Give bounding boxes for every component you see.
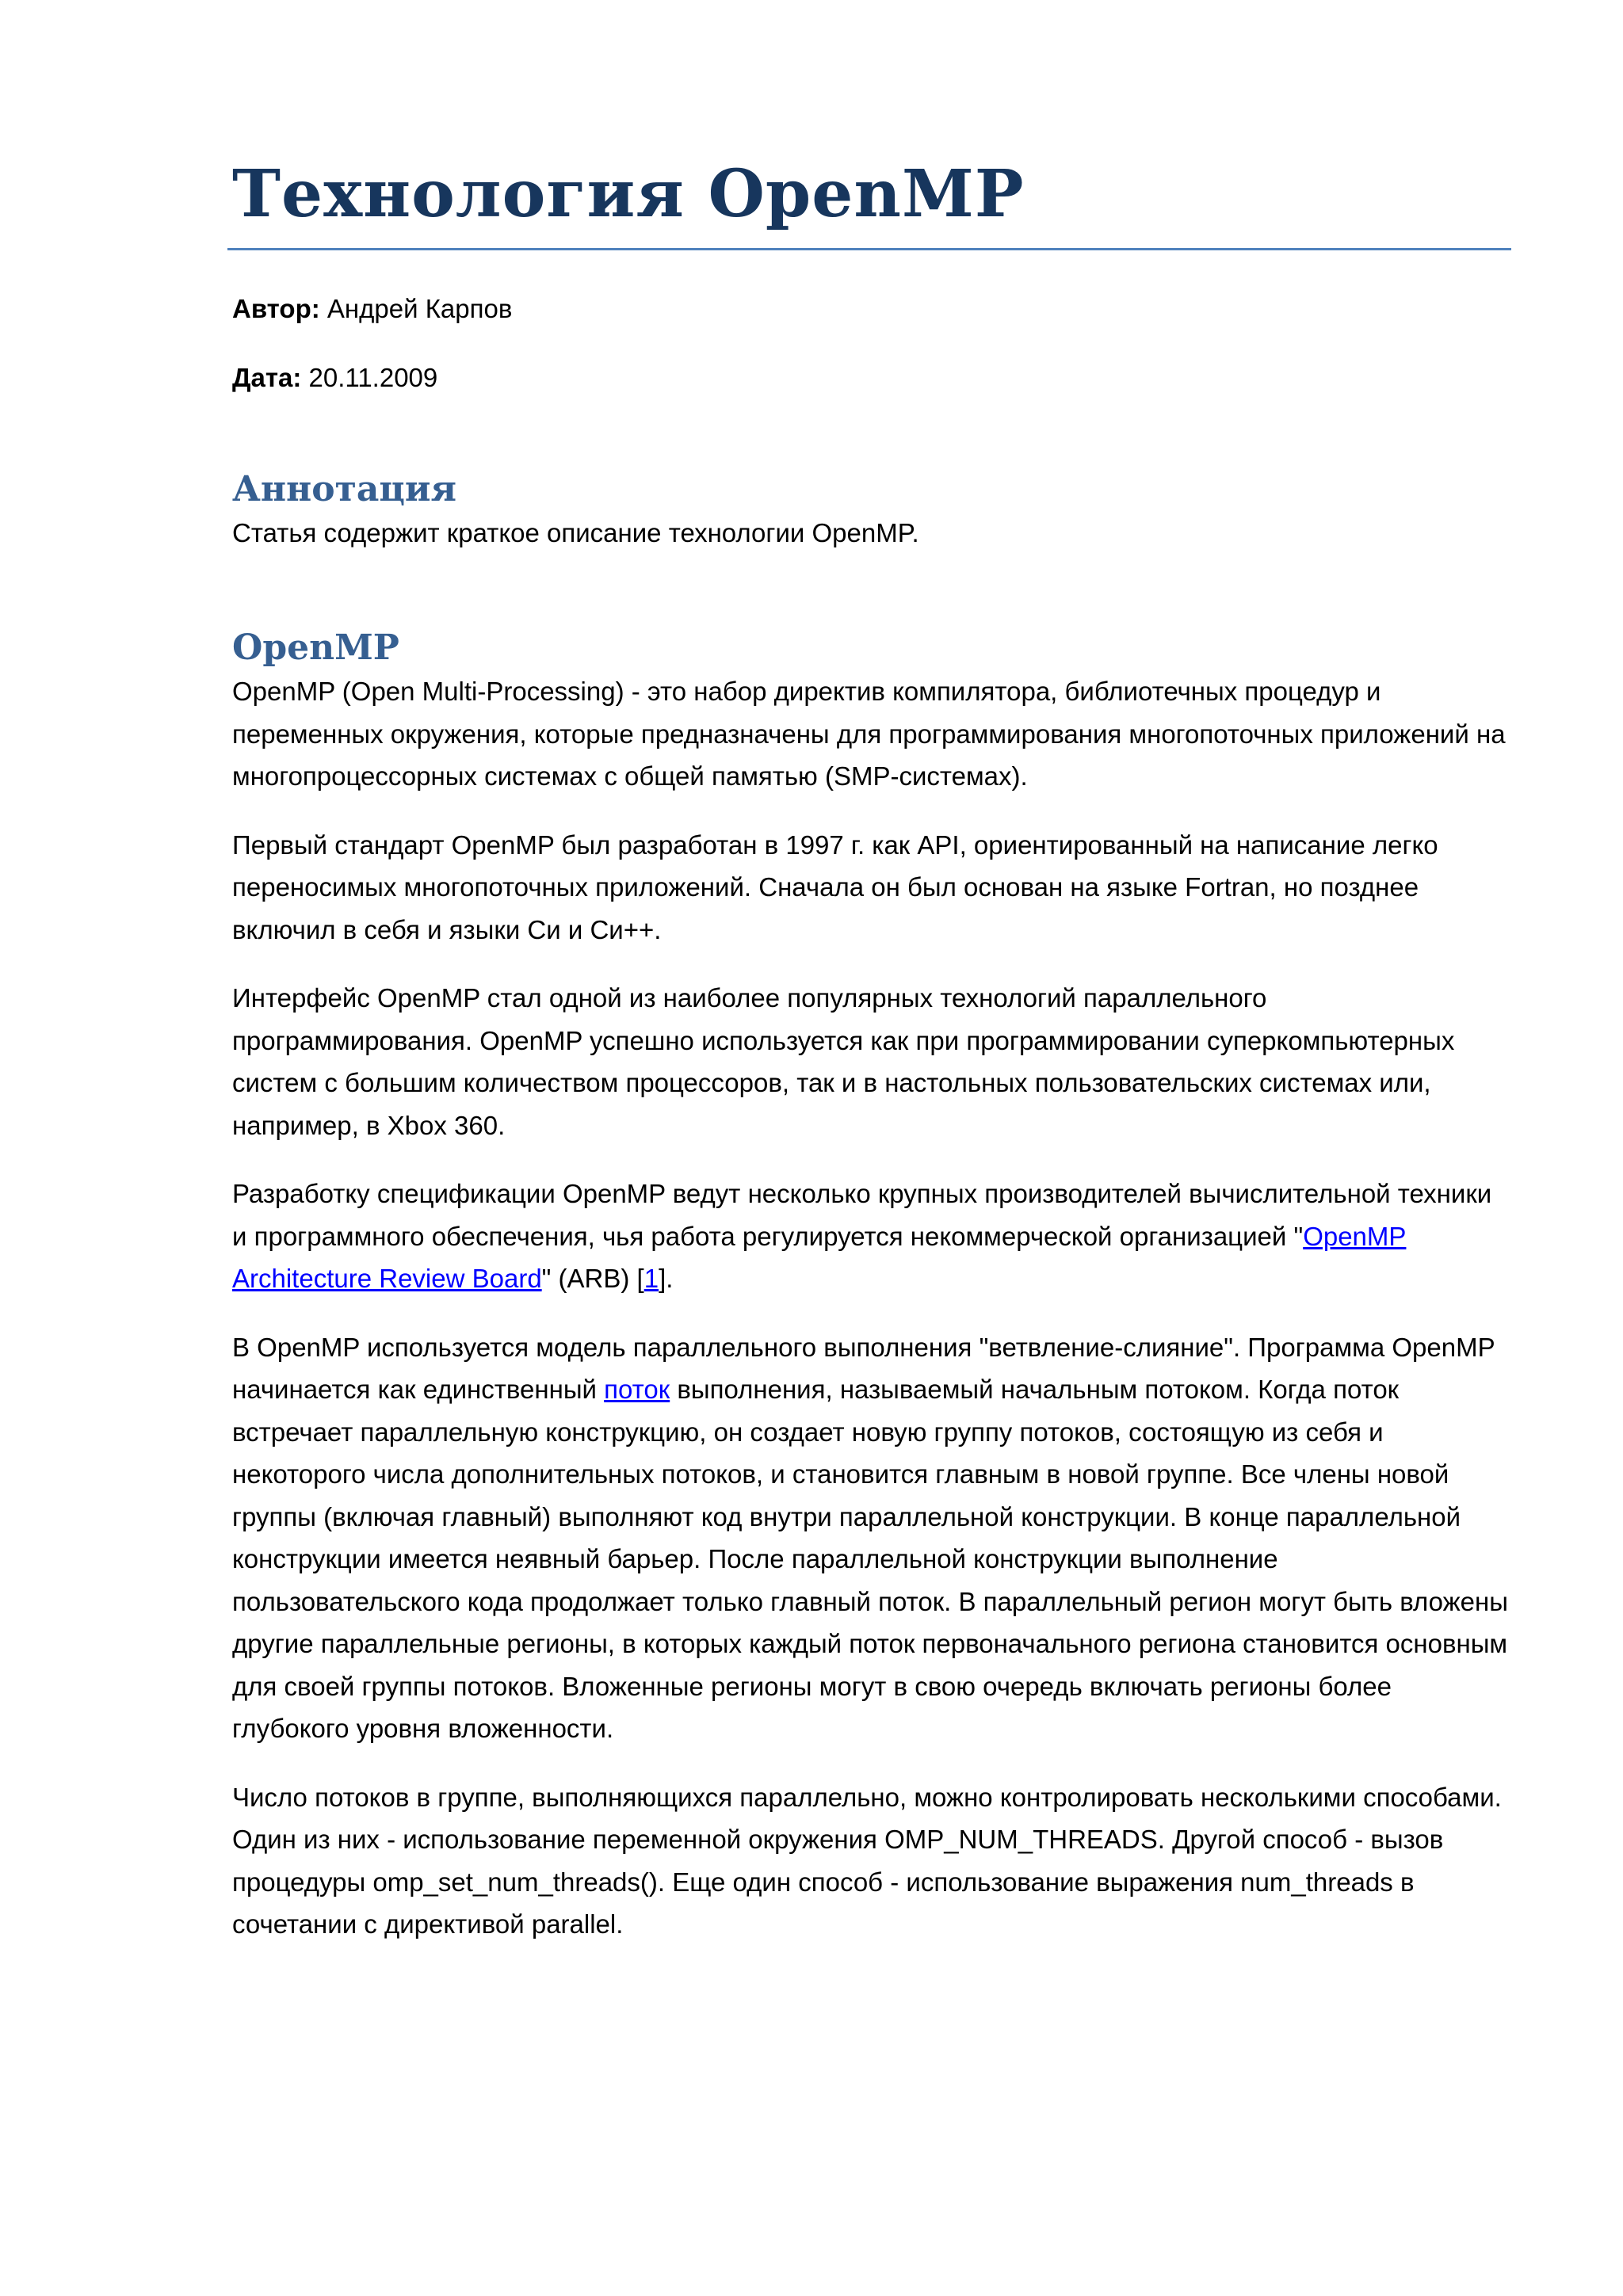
- author-value: Андрей Карпов: [327, 294, 513, 323]
- paragraph-fork-join: [232, 1326, 1510, 1750]
- date-line: [232, 360, 437, 395]
- annotation-text: Статья содержит краткое описание технологии OpenMP.: [232, 518, 919, 547]
- arb-link[interactable]: OpenMP Architecture Review Board: [232, 1221, 1407, 1293]
- date-value: 20.11.2009: [308, 363, 438, 392]
- paragraph-definition: OpenMP (Open Multi-Processing) - это набор директив компилятора, библиотечных процедур и переменных окружения, которые предназначены для программирования многопоточных приложений на многопроцессорных системах с общей памятью (SMP-системах).: [232, 677, 1506, 791]
- thread-link[interactable]: поток: [604, 1375, 670, 1404]
- openmp-heading: OpenMP: [232, 627, 399, 668]
- paragraph-popularity: Интерфейс OpenMP стал одной из наиболее популярных технологий параллельного программирования. OpenMP успешно используется как при программировании суперкомпьютерных систем с большим количеством процессоров, так и в настольных пользовательских системах или, например, в Xbox 360.: [232, 983, 1455, 1140]
- author-line: [232, 292, 512, 326]
- paragraph-history: Первый стандарт OpenMP был разработан в 1997 г. как API, ориентированный на написание легко переносимых многопоточных приложений. Сначала он был основан на языке Fortran, но позднее включил в себя и языки Си и Си++.: [232, 830, 1438, 944]
- spec-text-before: Разработку спецификации OpenMP ведут несколько крупных производителей вычислительной техники и программного обеспечения, чья работа регулируется некоммерческой организацией ": [232, 1179, 1492, 1251]
- paragraph-specification: [232, 1173, 1510, 1300]
- document-title: Технология OpenMP: [232, 156, 1025, 232]
- title-underline: [227, 248, 1511, 250]
- annotation-heading: Аннотация: [232, 469, 457, 509]
- date-label: Дата:: [232, 363, 302, 392]
- document-body: [232, 151, 1510, 1939]
- fork-join-text-before: В OpenMP используется модель параллельного выполнения "ветвление-слияние". Программа OpenMP начинается как единственный: [232, 1332, 1495, 1404]
- fork-join-text-after: выполнения, называемый начальным потоком. Когда поток встречает параллельную конструкцию, он создает новую группу потоков, состоящую из себя и некоторого числа дополнительных потоков, и становится главным в новой группе. Все члены новой группы (включая главный) выполняют код внутри параллельной конструкции. В конце параллельной конструкции имеется неявный барьер. После параллельной конструкции выполнение пользовательского кода продолжает только главный поток. В параллельный регион могут быть вложены другие параллельные регионы, в которых каждый поток первоначального региона становится основным для своей группы потоков. Вложенные регионы могут в свою очередь включать регионы более глубокого уровня вложенности.: [232, 1375, 1508, 1743]
- reference-link-1[interactable]: 1: [643, 1264, 659, 1293]
- annotation-section: [232, 467, 1510, 581]
- spec-text-after: ].: [659, 1264, 674, 1293]
- author-label: Автор:: [232, 294, 320, 323]
- openmp-section: [232, 626, 1510, 1972]
- paragraph-thread-count: Число потоков в группе, выполняющихся параллельно, можно контролировать несколькими способами. Один из них - использование переменной окружения OMP_NUM_THREADS. Другой способ - вызов процедуры omp_set_num_threads(). Еще один способ - использование выражения num_threads в сочетании с директивой parallel.: [232, 1782, 1502, 1939]
- spec-text-middle: " (ARB) [: [541, 1264, 644, 1293]
